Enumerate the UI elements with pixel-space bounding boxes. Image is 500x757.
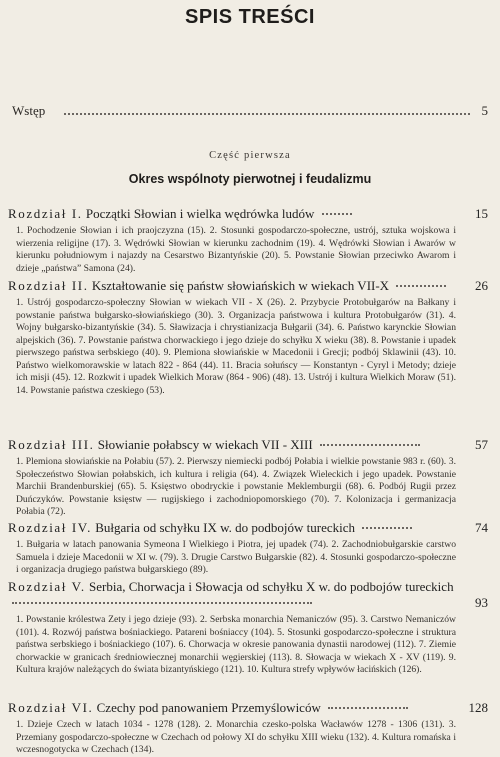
chapter-heading [8,437,488,453]
intro-label: Wstęp [12,103,46,118]
chapter-entry[interactable] [8,700,488,757]
chapter-entry[interactable] [8,437,488,519]
leader-dots [362,527,412,529]
chapter-label: Rozdział V. [8,579,86,594]
leader-dots [322,213,352,215]
part-title: Okres wspólnoty pierwotnej i feudalizmu [128,172,372,186]
chapter-title: Serbia, Chorwacja i Słowacja od schyłku X w. do podbojów tureckich [89,579,454,594]
chapter-page-number: 74 [475,520,488,535]
chapter-label: Rozdział IV. [8,520,92,535]
chapter-page-number: 15 [475,206,488,221]
chapter-entry[interactable] [8,579,488,677]
leader-dots [12,602,312,604]
leader-dots [328,707,408,709]
chapter-summary: 1. Dzieje Czech w latach 1034 - 1278 (128). 2. Monarchia czesko-polska Wacławów 1278 - 1306 (131). 3. Przemiany gospodarczo-społeczne w Czechach od połowy XI do schyłku XIII wieku (132). 4. Kultura romańska i wczesnogotycka w Czechach (134). [16,719,456,755]
chapter-label: Rozdział II. [8,278,89,293]
chapter-summary: 1. Pochodzenie Słowian i ich praojczyzna (15). 2. Stosunki gospodarczo-społeczne, ustrój, sztuka wojskowa i wierzenia religijne (17). 3. Wędrówki Słowian w kierunku zachodnim (19). 4. Wędrówki Słowian i Awarów w kierunku południowym i najazdy na Cesarstwo Bizantyńskie (20). 5. Powstanie Słowian przeciwko Awarom i dzieje „państwa” Samona (24). [16,225,456,274]
chapter-entry[interactable] [8,206,488,275]
chapter-page-number: 26 [475,278,488,293]
intro-page-number: 5 [481,103,488,118]
chapter-heading [8,579,488,611]
chapter-title: Początki Słowian i wielka wędrówka ludów [85,206,315,221]
leader-dots [396,285,446,287]
chapter-heading [8,206,488,222]
chapter-title: Słowianie połabscy w wiekach VII - XIII [97,437,313,452]
page-title: SPIS TREŚCI [185,6,315,28]
chapter-summary: 1. Ustrój gospodarczo-społeczny Słowian w wiekach VII - X (26). 2. Przybycie Protobułgarów na Bałkany i powstanie państwa bułgarsko-słowiańskiego (30). 3. Organizacja państwowa i kultura Protobułgarów (31). 4. Wojny bułgarsko-bizantyńskie (34). 5. Sławizacja i chrystianizacja Bułgarii (34). 6. Państwo karynckie Słowian alpejskich (36). 7. Powstanie państwa chorwackiego i jego dzieje do schyłku X wieku (38). 8. Powstanie i upadek pierwszego państwa serbskiego (40). 9. Plemiona słowiańskie w Macedonii i Grecji; podbój Sklawinii (43). 10. Państwo wielkomorawskie w latach 822 - 864 (44). 11. Bracia sołuńscy — Konstantyn - Cyryl i Metody; dzieje ich misji (45). 12. Rozkwit i upadek Wielkich Moraw (864 - 906) (48). 13. Ustrój i kultura Wielkich Moraw (51). 14. Powstanie państwa czeskiego (53). [16,297,456,396]
chapter-page-number: 93 [475,595,488,610]
chapter-summary: 1. Powstanie królestwa Zety i jego dzieje (93). 2. Serbska monarchia Nemaniczów (95). 3. Carstwo Nemaniczów (101). 4. Rozwój państwa bośniackiego. Patareni bośniaccy (104). 5. Stosunki gospodarczo-społeczne i struktura państwa serbskiego i bośniackiego (107). 6. Chorwacja w okresie panowania dynastii narodowej (112). 7. Ziemie chorwackie w granicach średniowiecznej monarchii węgierskiej (113). 8. Słowacja w wiekach X - XV (119). 9. Kultura krajów należących do świata bizantyńskiego (121). 10. Kultura strefy wpływów łacińskich (126). [16,614,456,675]
chapter-page-number: 57 [475,437,488,452]
chapter-summary: 1. Bułgaria w latach panowania Symeona I Wielkiego i Piotra, jej upadek (74). 2. Zachodniobułgarskie carstwo Samuela i dzieje Macedonii w XI w. (79). 3. Drugie Carstwo Bułgarskie (82). 4. Stosunki gospodarczo-społeczne i organizacja drugiego państwa bułgarskiego (89). [16,539,456,575]
chapter-heading [8,520,488,536]
chapter-heading [8,278,488,294]
chapter-label: Rozdział I. [8,206,83,221]
toc-entry-intro[interactable] [12,103,488,119]
chapter-title: Bułgaria od schyłku IX w. do podbojów tureckich [95,520,356,535]
chapter-title: Kształtowanie się państw słowiańskich w wiekach VII-X [91,278,390,293]
chapter-heading [8,700,488,716]
leader-dots [64,113,470,115]
leader-dots [320,444,420,446]
chapter-summary: 1. Plemiona słowiańskie na Połabiu (57). 2. Pierwszy niemiecki podbój Połabia i wielkie powstanie 983 r. (60). 3. Społeczeństwo Słowian połabskich, ich kultura i religia (64). 4. Związek Wieleckich i jego upadek. Powstanie Marchii Brandenburskiej (65). 5. Księstwo obodryckie i powstanie Meklemburgii (68). 6. Podbój Rugii przez Duńczyków. Powstanie księstw — rugijskiego i zachodniopomorskiego (70). 7. Kolonizacja i germanizacja Połabia (72). [16,456,456,517]
chapter-title: Czechy pod panowaniem Przemyślowiców [96,700,321,715]
chapter-label: Rozdział III. [8,437,95,452]
part-label: Część pierwsza [209,150,291,161]
chapter-label: Rozdział VI. [8,700,94,715]
chapter-page-number: 128 [468,700,488,715]
chapter-entry[interactable] [8,278,488,397]
chapter-entry[interactable] [8,520,488,577]
